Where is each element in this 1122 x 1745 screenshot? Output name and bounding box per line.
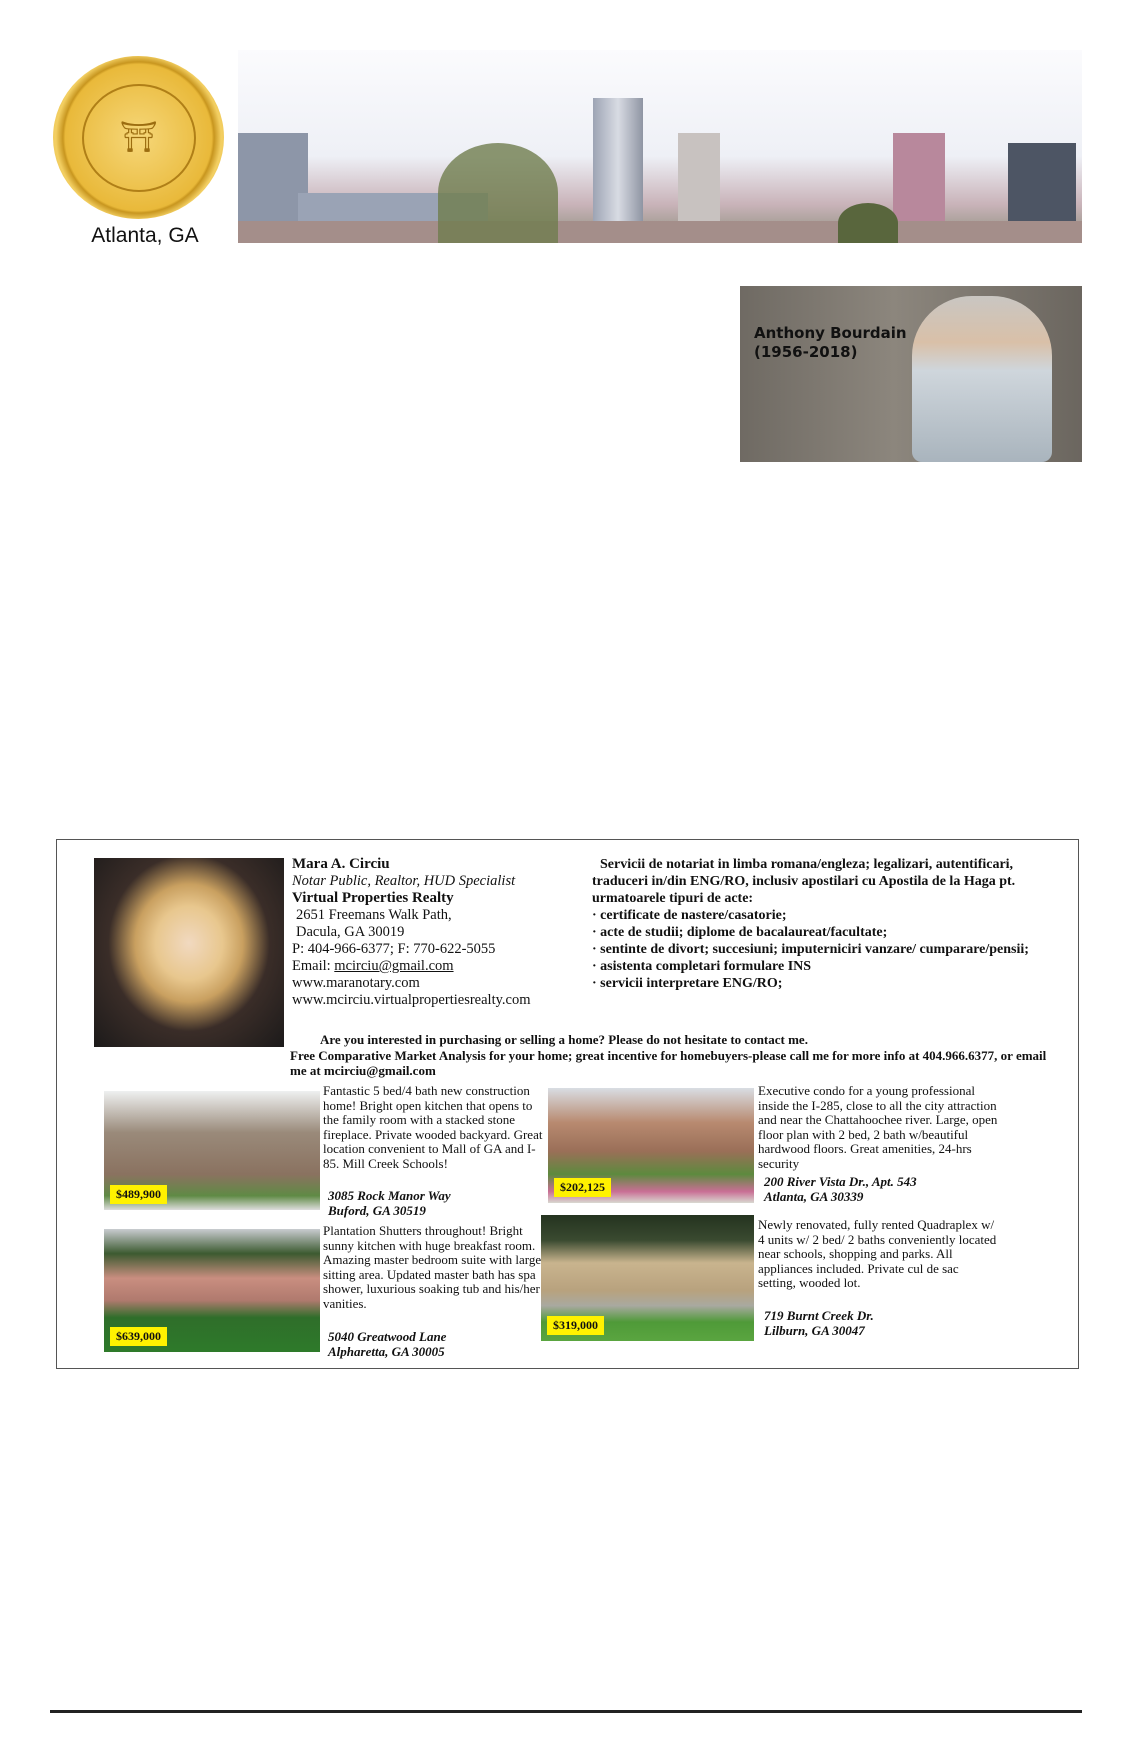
contact-prompt [290, 1032, 1050, 1079]
address-city: Alpharetta, GA 30005 [328, 1344, 445, 1359]
email-row [292, 958, 531, 975]
listing-description: Fantastic 5 bed/4 bath new construction home! Bright open kitchen that opens to the family room with a stacked stone fireplace. Private wooded backyard. Great location convenient to Mall of GA and I-85. Mill Creek Schools! [323, 1083, 543, 1171]
agent-portrait [94, 858, 284, 1047]
person-figure [912, 296, 1052, 462]
service-item: · asistenta completari formulare INS [592, 959, 812, 974]
listing-description: Newly renovated, fully rented Quadraplex w/ 4 units w/ 2 bed/ 2 baths conveniently located near schools, shopping and parks. All appliances included. Private cul de sac setting, wooded lot. [758, 1217, 997, 1291]
listing-address [764, 1308, 874, 1338]
listing-price: $639,000 [110, 1327, 167, 1346]
photo-caption [754, 324, 907, 362]
agent-company: Virtual Properties Realty [292, 890, 454, 906]
address-city: Atlanta, GA 30339 [764, 1189, 864, 1204]
prompt-line-2: Free Comparative Market Analysis for your home; great incentive for homebuyers-please call me for more info at 404.966.6377, or email me at mcirciu@gmail.com [290, 1047, 1047, 1078]
address-line-2: Dacula, GA 30019 [296, 924, 405, 940]
listing-photo-house-2 [104, 1229, 320, 1352]
address-street: 3085 Rock Manor Way [328, 1188, 451, 1203]
listing-photo-quadraplex [541, 1215, 754, 1341]
service-item: · certificate de nastere/casatorie; [592, 908, 787, 923]
atlanta-skyline-banner [238, 50, 1082, 243]
email-link[interactable]: mcirciu@gmail.com [334, 958, 454, 974]
website-realty[interactable]: www.mcirciu.virtualpropertiesrealty.com [292, 992, 531, 1008]
listing-photo-condo [548, 1088, 754, 1203]
agent-titles: Notar Public, Realtor, HUD Specialist [292, 873, 516, 889]
service-item: · servicii interpretare ENG/RO; [592, 976, 783, 991]
website-notary[interactable]: www.maranotary.com [292, 975, 420, 991]
listing-photo-house-1 [104, 1091, 320, 1210]
listing-address [328, 1329, 446, 1359]
listing-description: Plantation Shutters throughout! Bright sunny kitchen with huge breakfast room. Amazing master bedroom suite with large sitting area. Updated master bath has spa shower, luxurious soaking tub and his/her vanities. [323, 1223, 542, 1311]
listing-price: $319,000 [547, 1316, 604, 1335]
email-label: Email: [292, 958, 335, 974]
agent-contact-block [292, 856, 531, 1009]
services-intro: Servicii de notariat in limba romana/engleza; legalizari, autentificari, traduceri in/din ENG/RO, inclusiv apostilari cu Apostila de la Haga pt. urmatoarele tipuri de acte: [592, 857, 1016, 906]
georgia-state-seal [53, 56, 224, 219]
listing-address [328, 1188, 451, 1218]
service-item: · sentinte de divort; succesiuni; imputerniciri vanzare/ cumparare/pensii; [592, 942, 1029, 957]
notary-services [592, 856, 1032, 992]
arch-icon: ⛩ [82, 84, 196, 192]
agent-name: Mara A. Circiu [292, 856, 390, 872]
listing-description: Executive condo for a young professional inside the I-285, close to all the city attraction and near the Chattahoochee river. Large, open floor plan with 2 bed, 2 bath w/beautiful hardwood floors. Great amenities, 24-hrs security [758, 1083, 998, 1171]
address-city: Lilburn, GA 30047 [764, 1323, 865, 1338]
caption-name: Anthony Bourdain [754, 324, 907, 342]
listing-price: $202,125 [554, 1178, 611, 1197]
phone-fax: P: 404-966-6377; F: 770-622-5055 [292, 941, 496, 957]
listing-price: $489,900 [110, 1185, 167, 1204]
prompt-line-1: Are you interested in purchasing or selling a home? Please do not hesitate to contact me. [320, 1032, 808, 1047]
address-city: Buford, GA 30519 [328, 1203, 426, 1218]
city-label: Atlanta, GA [91, 224, 199, 247]
footer-divider [50, 1710, 1082, 1713]
listing-address [764, 1174, 917, 1204]
address-street: 719 Burnt Creek Dr. [764, 1308, 874, 1323]
caption-years: (1956-2018) [754, 343, 858, 361]
memorial-photo [740, 286, 1082, 462]
service-item: · acte de studii; diplome de bacalaureat/facultate; [592, 925, 888, 940]
address-line-1: 2651 Freemans Walk Path, [296, 907, 452, 923]
address-street: 5040 Greatwood Lane [328, 1329, 447, 1344]
address-street: 200 River Vista Dr., Apt. 543 [764, 1174, 917, 1189]
